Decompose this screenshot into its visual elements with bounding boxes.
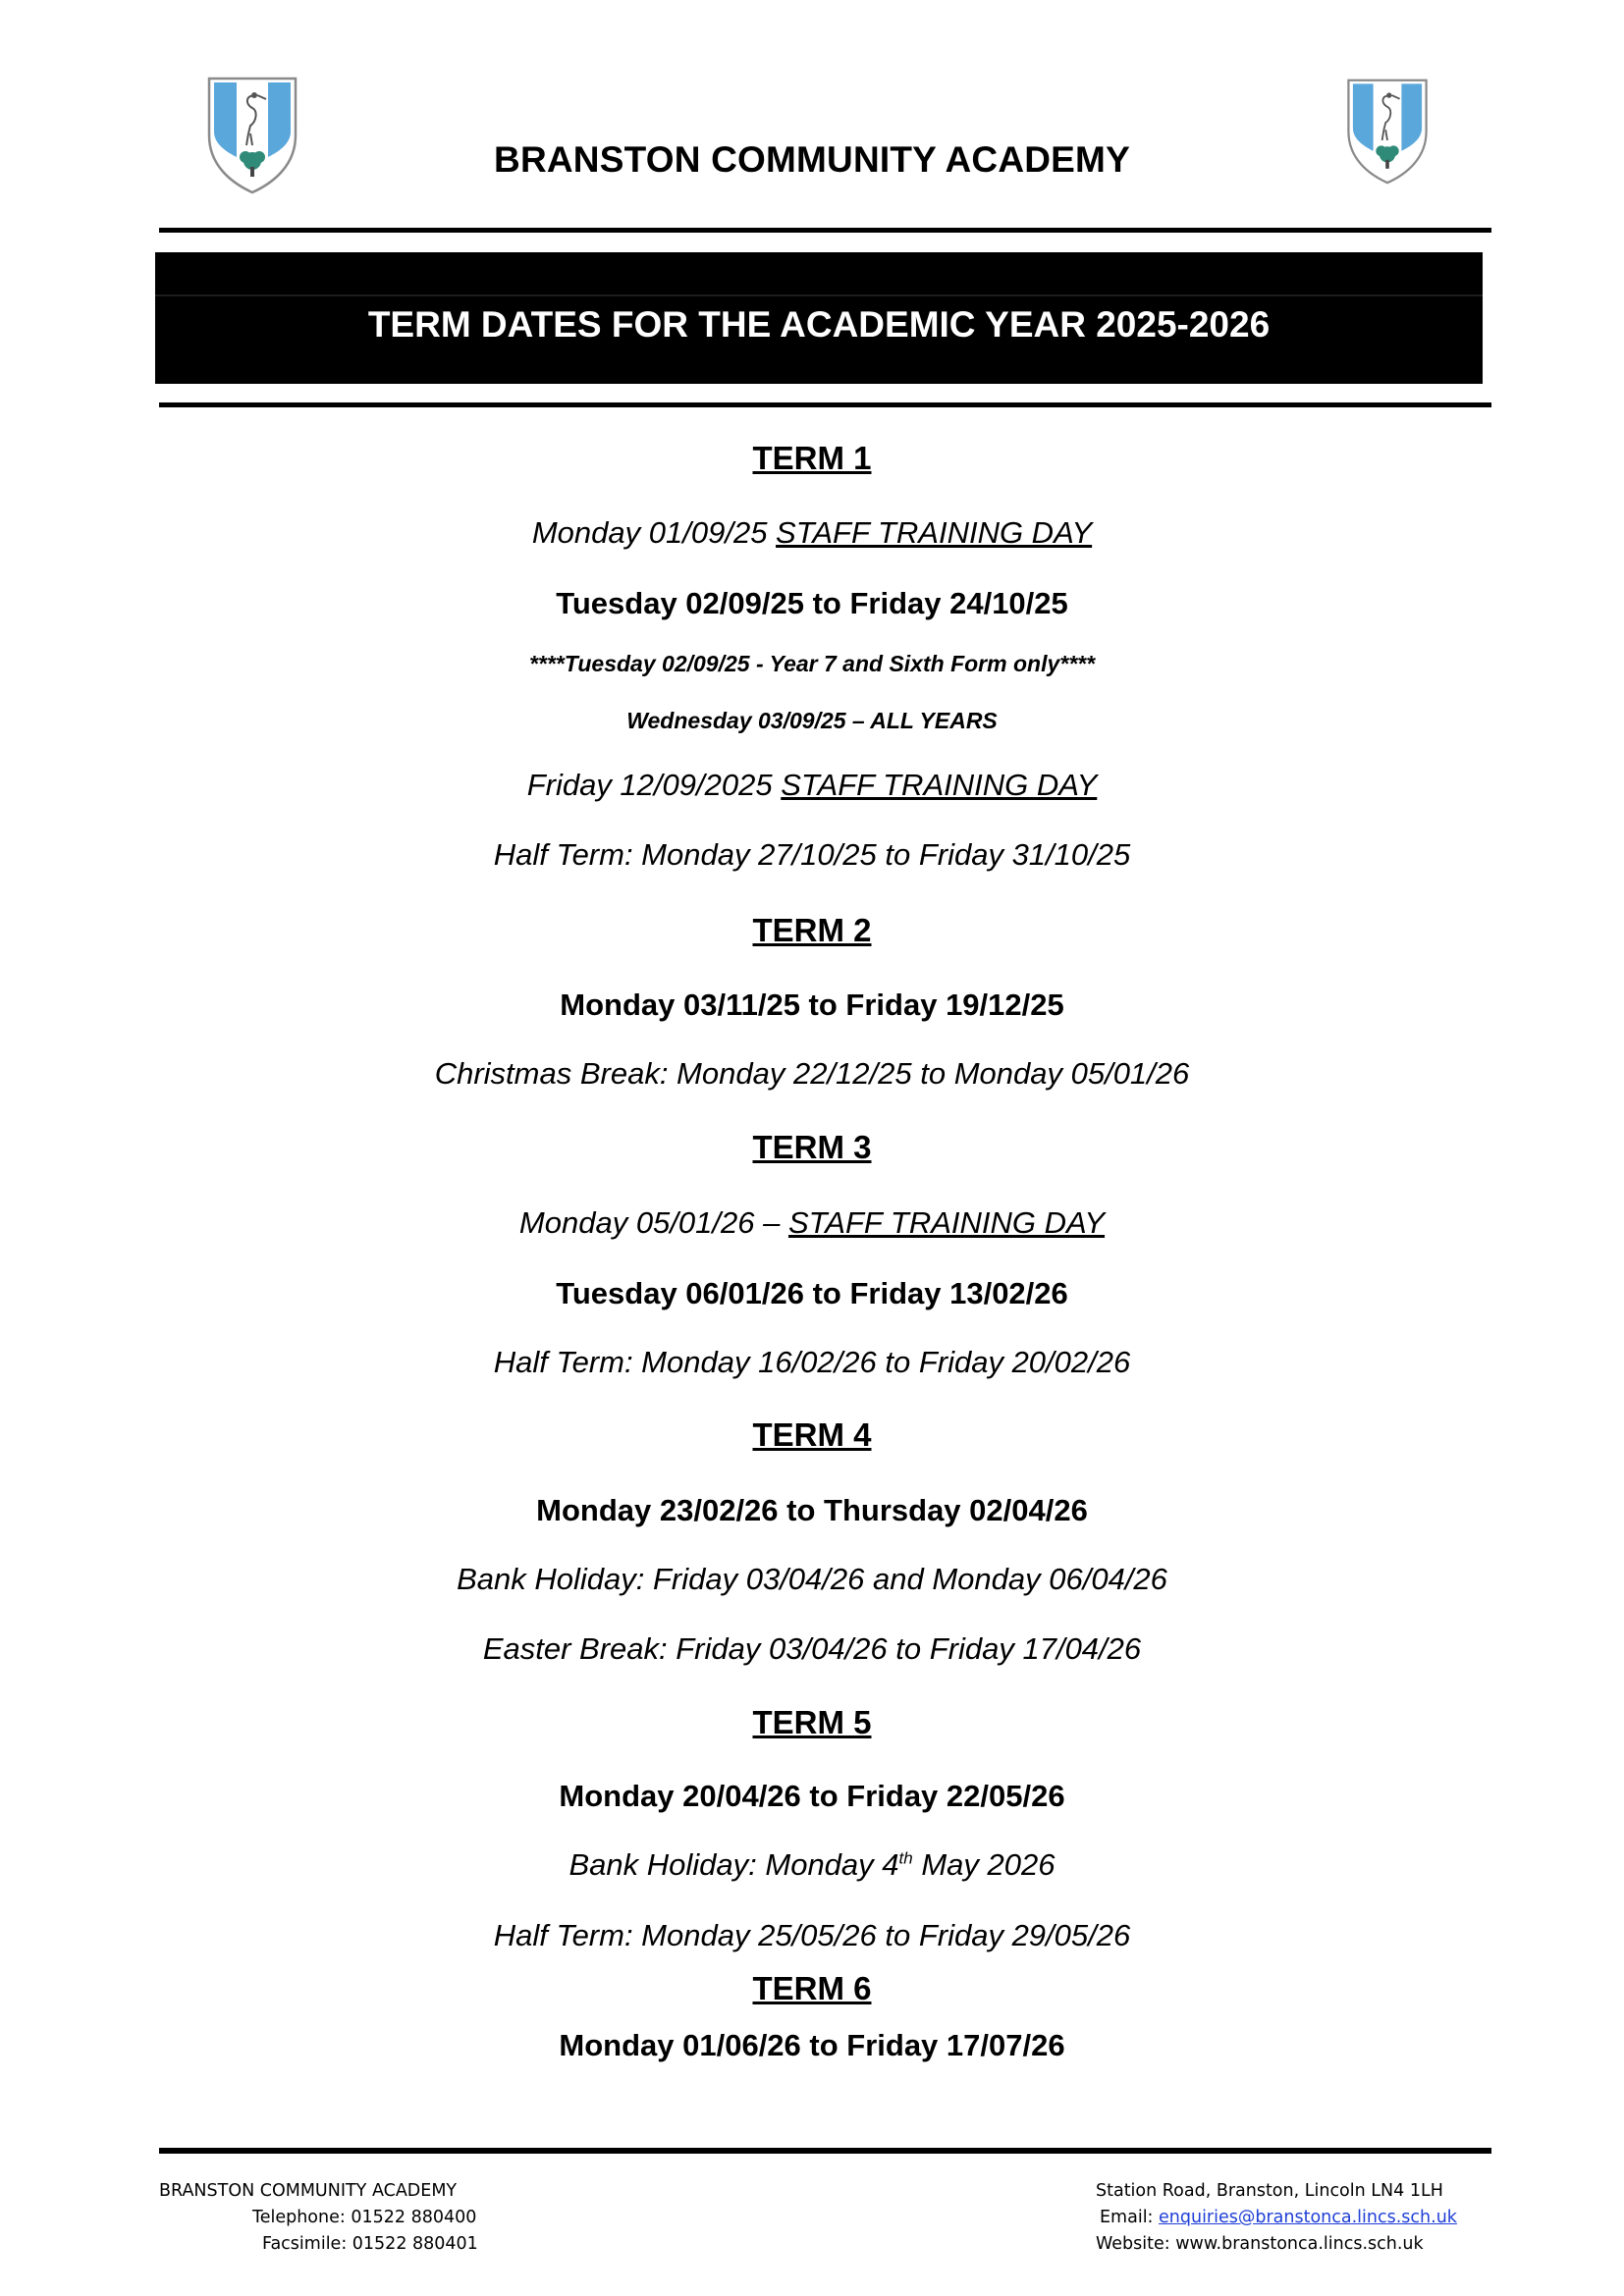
training-label: STAFF TRAINING DAY <box>781 768 1098 802</box>
footer-school-name: BRANSTON COMMUNITY ACADEMY <box>159 2181 458 2201</box>
term-4-bank-holiday: Bank Holiday: Friday 03/04/26 and Monday 06/04/26 <box>457 1562 1167 1596</box>
ordinal-suffix: th <box>898 1848 913 1868</box>
training-label: STAFF TRAINING DAY <box>776 515 1093 550</box>
email-label: Email: <box>1100 2208 1160 2227</box>
term-5-half-term: Half Term: Monday 25/05/26 to Friday 29/05/26 <box>493 1918 1131 1952</box>
term-1-half-term: Half Term: Monday 27/10/25 to Friday 31/10/25 <box>493 837 1131 872</box>
term-1-note-all-years: Wednesday 03/09/25 – ALL YEARS <box>626 708 998 733</box>
title-banner <box>155 252 1483 384</box>
term-6-heading: TERM 6 <box>752 1970 872 2006</box>
term-1-heading: TERM 1 <box>752 440 872 476</box>
divider <box>159 402 1491 407</box>
divider <box>159 228 1491 233</box>
email-link[interactable]: enquiries@branstonca.lincs.sch.uk <box>1159 2208 1457 2227</box>
footer-divider <box>159 2148 1491 2154</box>
footer-email <box>1100 2208 1457 2227</box>
footer-website: Website: www.branstonca.lincs.sch.uk <box>1096 2234 1424 2254</box>
footer-telephone: Telephone: 01522 880400 <box>252 2208 477 2227</box>
term-2-heading: TERM 2 <box>752 912 872 948</box>
term-3-heading: TERM 3 <box>752 1129 872 1165</box>
term-1-dates: Tuesday 02/09/25 to Friday 24/10/25 <box>556 586 1068 620</box>
training-date: Monday 01/09/25 <box>531 515 777 550</box>
footer-address: Station Road, Branston, Lincoln LN4 1LH <box>1096 2181 1443 2201</box>
school-name: BRANSTON COMMUNITY ACADEMY <box>494 139 1130 180</box>
banner-title: TERM DATES FOR THE ACADEMIC YEAR 2025-2026 <box>367 304 1271 345</box>
term-4-dates: Monday 23/02/26 to Thursday 02/04/26 <box>536 1493 1088 1527</box>
training-date: Friday 12/09/2025 <box>526 768 782 802</box>
term-6-dates: Monday 01/06/26 to Friday 17/07/26 <box>559 2028 1065 2062</box>
training-label: STAFF TRAINING DAY <box>787 1205 1106 1240</box>
term-4-heading: TERM 4 <box>752 1416 872 1453</box>
term-3-training-day <box>0 1205 1624 1241</box>
term-3-dates: Tuesday 06/01/26 to Friday 13/02/26 <box>556 1276 1068 1310</box>
term-2-christmas-break: Christmas Break: Monday 22/12/25 to Monday 05/01/26 <box>434 1056 1190 1091</box>
bank-holiday-month: May 2026 <box>912 1847 1056 1882</box>
term-1-note-year7: ****Tuesday 02/09/25 - Year 7 and Sixth Form only**** <box>528 651 1096 676</box>
term-3-half-term: Half Term: Monday 16/02/26 to Friday 20/02/26 <box>493 1345 1131 1379</box>
term-1-training-day <box>0 515 1624 551</box>
footer-facsimile: Facsimile: 01522 880401 <box>262 2234 478 2254</box>
term-5-heading: TERM 5 <box>752 1704 872 1740</box>
term-5-bank-holiday <box>0 1847 1624 1883</box>
term-4-easter-break: Easter Break: Friday 03/04/26 to Friday 17/04/26 <box>482 1631 1142 1666</box>
bank-holiday-text: Bank Holiday: Monday 4 <box>568 1847 899 1882</box>
term-2-dates: Monday 03/11/25 to Friday 19/12/25 <box>560 988 1064 1022</box>
term-5-dates: Monday 20/04/26 to Friday 22/05/26 <box>559 1779 1065 1813</box>
term-1-training-day-2 <box>0 768 1624 803</box>
training-date: Monday 05/01/26 – <box>518 1205 788 1240</box>
